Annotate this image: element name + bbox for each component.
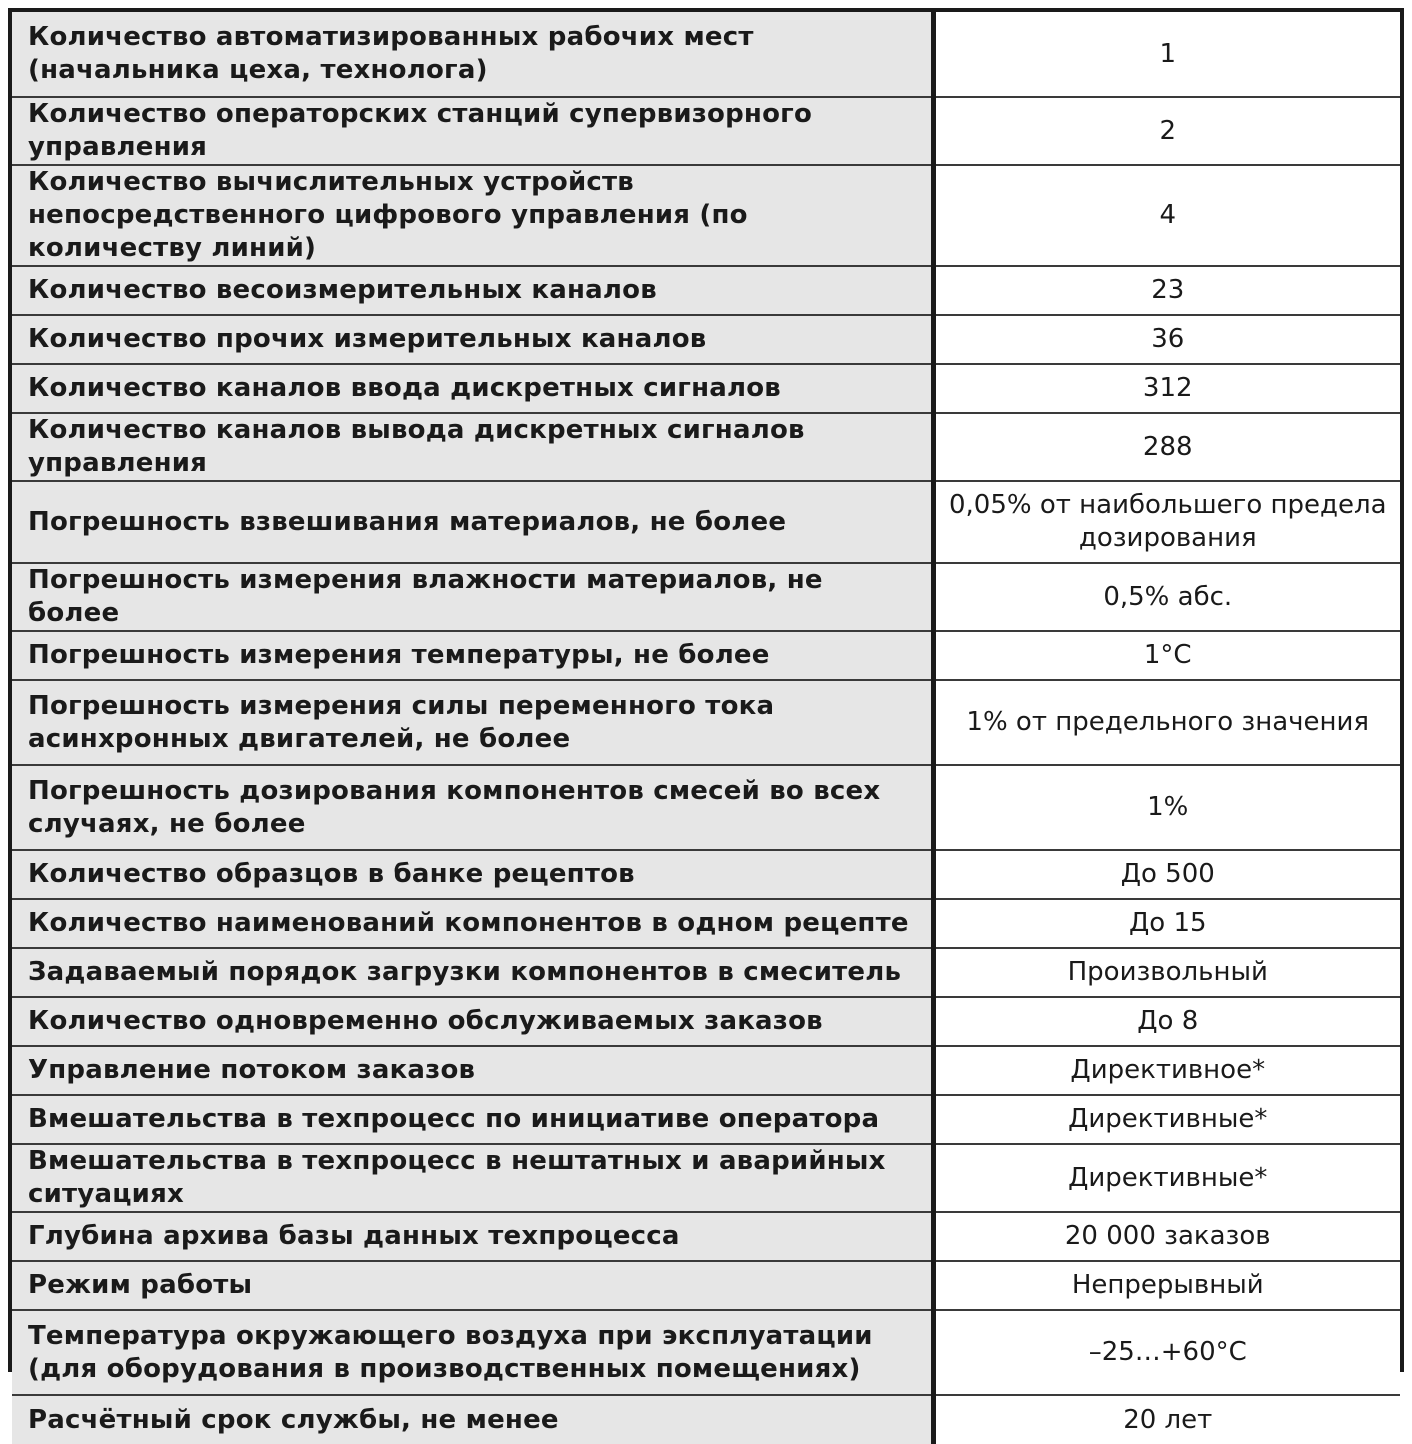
table-row <box>12 481 1400 563</box>
table-row <box>12 765 1400 850</box>
value-cell: 0,5% абс. <box>933 563 1400 631</box>
table-row <box>12 948 1400 997</box>
table-row <box>12 1046 1400 1095</box>
spec-table <box>12 12 1400 1444</box>
value-cell: До 15 <box>933 899 1400 948</box>
value-cell: До 500 <box>933 850 1400 899</box>
param-cell: Погрешность измерения силы переменного тока асинхронных двигателей, не более <box>12 680 933 765</box>
table-row <box>12 680 1400 765</box>
param-cell: Температура окружающего воздуха при эксплуатации (для оборудования в производственных помещениях) <box>12 1310 933 1395</box>
param-cell: Количество операторских станций супервизорного управления <box>12 97 933 165</box>
value-cell: Директивные* <box>933 1144 1400 1212</box>
value-cell: Директивное* <box>933 1046 1400 1095</box>
value-cell: 4 <box>933 165 1400 266</box>
param-cell: Количество наименований компонентов в одном рецепте <box>12 899 933 948</box>
table-row <box>12 899 1400 948</box>
param-cell: Режим работы <box>12 1261 933 1310</box>
param-cell: Задаваемый порядок загрузки компонентов в смеситель <box>12 948 933 997</box>
param-cell: Количество каналов вывода дискретных сигналов управления <box>12 413 933 481</box>
value-cell: Директивные* <box>933 1095 1400 1144</box>
value-cell: 1°C <box>933 631 1400 680</box>
param-cell: Управление потоком заказов <box>12 1046 933 1095</box>
param-cell: Количество образцов в банке рецептов <box>12 850 933 899</box>
value-cell: Произвольный <box>933 948 1400 997</box>
value-cell: 1% <box>933 765 1400 850</box>
table-row <box>12 12 1400 97</box>
value-cell: 1 <box>933 12 1400 97</box>
table-row <box>12 1261 1400 1310</box>
param-cell: Вмешательства в техпроцесс в нештатных и аварийных ситуациях <box>12 1144 933 1212</box>
value-cell: 23 <box>933 266 1400 315</box>
param-cell: Количество автоматизированных рабочих мест (начальника цеха, технолога) <box>12 12 933 97</box>
table-row <box>12 364 1400 413</box>
param-cell: Вмешательства в техпроцесс по инициативе оператора <box>12 1095 933 1144</box>
table-row <box>12 315 1400 364</box>
value-cell: Непрерывный <box>933 1261 1400 1310</box>
value-cell: 20 000 заказов <box>933 1212 1400 1261</box>
value-cell: 1% от предельного значения <box>933 680 1400 765</box>
param-cell: Погрешность дозирования компонентов смесей во всех случаях, не более <box>12 765 933 850</box>
table-row <box>12 1095 1400 1144</box>
value-cell: 0,05% от наибольшего предела дозирования <box>933 481 1400 563</box>
value-cell: 36 <box>933 315 1400 364</box>
value-cell: 312 <box>933 364 1400 413</box>
value-cell: 2 <box>933 97 1400 165</box>
table-row <box>12 631 1400 680</box>
table-row <box>12 1212 1400 1261</box>
table-row <box>12 850 1400 899</box>
value-cell: 288 <box>933 413 1400 481</box>
param-cell: Погрешность взвешивания материалов, не более <box>12 481 933 563</box>
param-cell: Погрешность измерения влажности материалов, не более <box>12 563 933 631</box>
param-cell: Количество вычислительных устройств непосредственного цифрового управления (по количеству линий) <box>12 165 933 266</box>
value-cell: До 8 <box>933 997 1400 1046</box>
table-row <box>12 165 1400 266</box>
param-cell: Количество весоизмерительных каналов <box>12 266 933 315</box>
table-row <box>12 97 1400 165</box>
table-row <box>12 413 1400 481</box>
spec-table-frame <box>8 8 1404 1435</box>
param-cell: Количество одновременно обслуживаемых заказов <box>12 997 933 1046</box>
param-cell: Погрешность измерения температуры, не более <box>12 631 933 680</box>
table-row <box>12 563 1400 631</box>
param-cell: Расчётный срок службы, не менее <box>12 1395 933 1444</box>
table-row <box>12 1395 1400 1444</box>
table-row <box>12 1310 1400 1395</box>
param-cell: Глубина архива базы данных техпроцесса <box>12 1212 933 1261</box>
value-cell: 20 лет <box>933 1395 1400 1444</box>
param-cell: Количество прочих измерительных каналов <box>12 315 933 364</box>
table-row <box>12 266 1400 315</box>
table-row <box>12 1144 1400 1212</box>
value-cell: –25…+60°С <box>933 1310 1400 1395</box>
table-row <box>12 997 1400 1046</box>
param-cell: Количество каналов ввода дискретных сигналов <box>12 364 933 413</box>
